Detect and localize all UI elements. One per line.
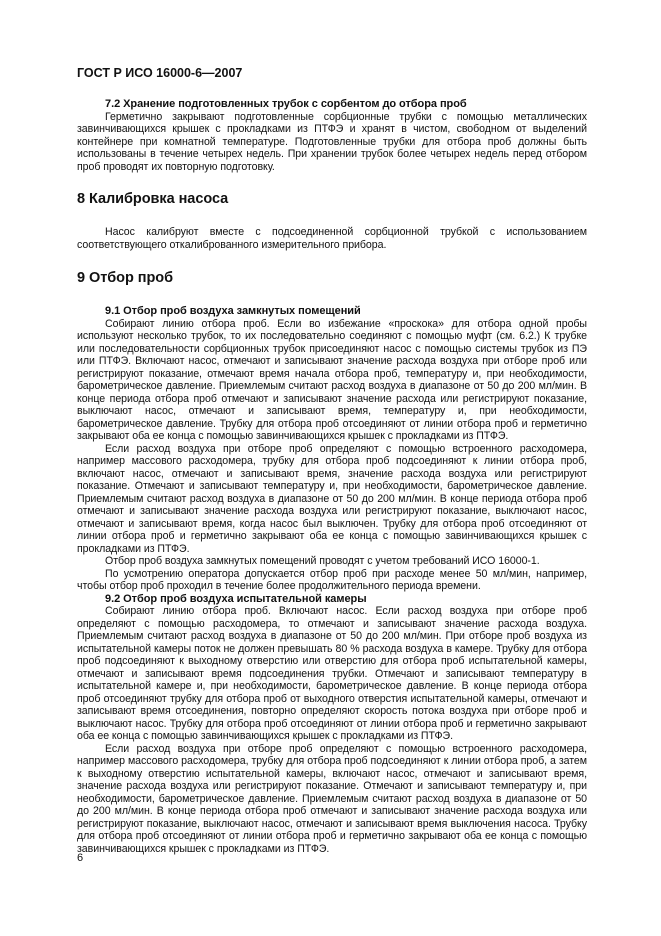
section-9-2-heading: 9.2 Отбор проб воздуха испытательной камеры xyxy=(105,592,367,605)
section-8-heading: 8 Калибровка насоса xyxy=(77,191,229,207)
document-body xyxy=(77,98,587,855)
section-9-1-paragraph-2: Если расход воздуха при отборе проб определяют с помощью встроенного расходомера, например массового расходомера, трубку для отбора проб подсоединяют к линии отбора проб, включают насос, отмечают и записывают время, значение расхода воздуха или регистрируют показание. Отмечают и записывают температуру и, при необходимости, барометрическое давление. Приемлемым считают расход воздуха в диапазоне от 50 до 200 мл/мин. В конце периода отбора проб отмечают и записывают значение расхода воздуха или регистрируют показание, выключают насос, отмечают и записывают время, когда насос был выключен. Трубку для отбора проб отсоединяют от линии отбора проб и герметично закрывают оба ее конца с помощью завинчивающихся крышек с прокладками из ПТФЭ. xyxy=(77,442,587,555)
section-9-1-paragraph-3: Отбор проб воздуха замкнутых помещений проводят с учетом требований ИСО 16000-1. xyxy=(105,555,540,567)
section-9-2-paragraph-1: Собирают линию отбора проб. Включают насос. Если расход воздуха при отборе проб определяют с помощью расходомера, то отмечают и записывают значение расхода воздуха. Приемлемым считают расход воздуха в диапазоне от 50 до 200 мл/мин. При отборе проб воздуха из испытательной камеры поток не должен превышать 80 % расхода воздуха в камере. Трубку для отбора проб подсоединяют к выходному отверстию или отверстию для отбора проб испытательной камеры, отмечают и записывают время подсоединения трубки. Отмечают и записывают температуру в испытательной камере и, при необходимости, барометрическое давление. В конце периода отбора проб отсоединяют трубку для отбора проб от выходного отверстия испытательной камеры, отмечают и записывают время отсоединения, повторно определяют скорость потока воздуха при отборе проб и выключают насос. Трубку для отбора проб отсоединяют от линии отбора проб и герметично закрывают оба ее конца с помощью завинчивающихся крышек с прокладками из ПТФЭ. xyxy=(77,605,587,742)
section-9-1-paragraph-1: Собирают линию отбора проб. Если во избежание «проскока» для отбора одной пробы используют несколько трубок, то их последовательно соединяют с помощью муфт (см. 6.2.) К трубке или последовательности сорбционных трубок присоединяют насос с помощью системы трубок из ПЭ или ПТФЭ. Включают насос, отмечают и записывают значение расхода воздуха при отборе проб или регистрируют показание, отмечают время начала отбора проб, температуру и, при необходимости, барометрическое давление. Приемлемым считают расход воздуха в диапазоне от 50 до 200 мл/мин. В конце периода отбора проб отмечают и записывают значение расхода или регистрируют показание, выключают насос, отмечают и записывают время, температуру и, при необходимости, барометрическое давление. Трубку для отбора проб отсоединяют от линии отбора проб и герметично закрывают оба ее конца с помощью завинчивающихся крышек с прокладками из ПТФЭ. xyxy=(77,317,587,442)
section-7-2-paragraph: Герметично закрывают подготовленные сорбционные трубки с помощью металлических завинчивающихся крышек с прокладками из ПТФЭ и хранят в чистом, свободном от выделений контейнере при комнатной температуре. Подготовленные трубки для отбора проб должны быть использованы в течение четырех недель. При хранении трубок более четырех недель перед отбором проб проводят их повторную подготовку. xyxy=(77,110,587,173)
section-9-2-paragraph-2: Если расход воздуха при отборе проб определяют с помощью встроенного расходомера, например массового расходомера, трубку для отбора проб подсоединяют к линии отбора проб, а затем к выходному отверстию испытательной камеры, включают насос, отмечают и записывают время, значение расхода воздуха или регистрируют показание. Отмечают и записывают температуру и, при необходимости, барометрическое давление. Приемлемым считают расход воздуха в диапазоне от 50 до 200 мл/мин. В конце периода отбора проб отмечают и записывают значение расхода воздуха или регистрируют показание, выключают насос, отмечают и записывают время выключения насоса. Трубку для отбора проб отсоединяют от линии отбора проб и герметично закрывают оба ее конца с помощью завинчивающихся крышек с прокладками из ПТФЭ. xyxy=(77,742,587,855)
section-8-paragraph: Насос калибруют вместе с подсоединенной сорбционной трубкой с использованием соответствующего откалиброванного измерительного прибора. xyxy=(77,226,587,251)
section-7-2-heading: 7.2 Хранение подготовленных трубок с сорбентом до отбора проб xyxy=(105,98,467,110)
section-9-1-paragraph-4: По усмотрению оператора допускается отбор проб при расходе менее 50 мл/мин, например, чтобы отбор проб проходил в течение более продолжительного периода времени. xyxy=(77,567,587,592)
document-header: ГОСТ Р ИСО 16000-6—2007 xyxy=(77,66,243,80)
page-number: 6 xyxy=(77,852,84,864)
section-9-1-heading: 9.1 Отбор проб воздуха замкнутых помещений xyxy=(105,305,361,317)
section-9-heading: 9 Отбор проб xyxy=(77,270,174,286)
